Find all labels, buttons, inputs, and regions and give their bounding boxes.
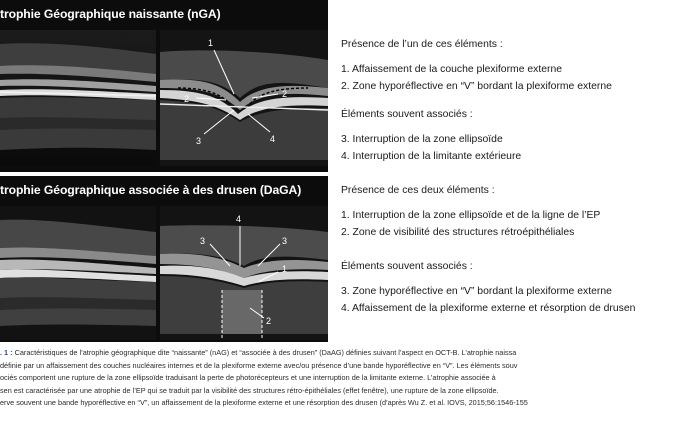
marker-2-left: 2 (184, 94, 190, 104)
marker-3-right: 3 (282, 236, 288, 246)
marker-4: 4 (270, 134, 276, 144)
list-item: 4. Interruption de la limitante extérieure (341, 151, 522, 162)
daga-required-heading: Présence de ces deux éléments : (341, 185, 495, 196)
daga-associated-heading: Éléments souvent associés : (341, 261, 473, 272)
oct-panel-daga (0, 176, 328, 342)
daga-associated-list (341, 283, 682, 317)
daga-required-criteria (341, 182, 682, 241)
nga-associated-criteria (341, 106, 682, 165)
list-item: 3. Interruption de la zone ellipsoïde (341, 134, 503, 145)
list-item: 4. Affaissement de la plexiforme externe et résorption de drusen (341, 303, 636, 314)
oct-scan-nga-wide (0, 30, 156, 166)
marker-1: 1 (282, 264, 288, 274)
oct-scan-daga-wide (0, 206, 156, 340)
panel-title-nga: trophie Géographique naissante (nGA) (0, 7, 221, 21)
caption-label: . 1 : (0, 348, 13, 357)
caption-line-3: ociés comportent une rupture de la zone ellipsoïde traduisant la perte de photorécepteurs et une interruption de la limitante externe. L’atrophie associée à (0, 373, 496, 382)
daga-required-list (341, 207, 682, 241)
caption-line-5: erve souvent une bande hyporéflective en “V”, un affaissement de la plexiforme externe et une résorption des drusen (d’après Wu Z. et al. IOVS, 2015;56:1546-155 (0, 398, 528, 407)
daga-associated-criteria (341, 258, 682, 317)
list-item: 1. Interruption de la zone ellipsoïde et de la ligne de l’EP (341, 210, 601, 221)
nga-required-heading: Présence de l’un de ces éléments : (341, 39, 503, 50)
caption-text: Caractéristiques de l’atrophie géographique dite “naissante” (nAG) et “associée à des drusen” (DaAG) définies suivant l’aspect en OCT-B. L’atrophie naissa (14, 348, 517, 357)
oct-scan-nga-zoom (160, 30, 328, 166)
oct-scan-daga-zoom (160, 206, 328, 340)
marker-3: 3 (196, 136, 202, 146)
nga-required-list (341, 61, 682, 95)
panel-title-daga: trophie Géographique associée à des drusen (DaGA) (0, 183, 302, 197)
nga-associated-list (341, 131, 682, 165)
list-item: 3. Zone hyporéflective en “V” bordant la plexiforme externe (341, 286, 612, 297)
marker-4: 4 (236, 214, 242, 224)
marker-3-left: 3 (200, 236, 206, 246)
list-item: 2. Zone hyporéflective en “V” bordant la plexiforme externe (341, 81, 612, 92)
caption-line-4: sen est caractérisée par une atrophie de l’EP qui se traduit par la visibilité des structures rétro-épithéliales (effet fenêtre), une rupture de la zone ellipsoïde. (0, 385, 499, 395)
list-item: 2. Zone de visibilité des structures rétroépithéliales (341, 227, 575, 238)
marker-2-right: 2 (282, 89, 288, 99)
marker-1: 1 (208, 38, 214, 48)
caption-line-2: définie par un affaissement des couches nucléaires internes et de la plexiforme externe avec/ou présence d’une bande hyporéflective en “V”. Les éléments souv (0, 360, 518, 370)
figure-caption (0, 347, 686, 430)
nga-required-criteria (341, 36, 682, 95)
marker-2: 2 (266, 316, 272, 326)
list-item: 1. Affaissement de la couche plexiforme externe (341, 64, 563, 75)
caption-line-1 (0, 347, 686, 360)
nga-associated-heading: Éléments souvent associés : (341, 109, 473, 120)
oct-panel-nga (0, 0, 328, 172)
